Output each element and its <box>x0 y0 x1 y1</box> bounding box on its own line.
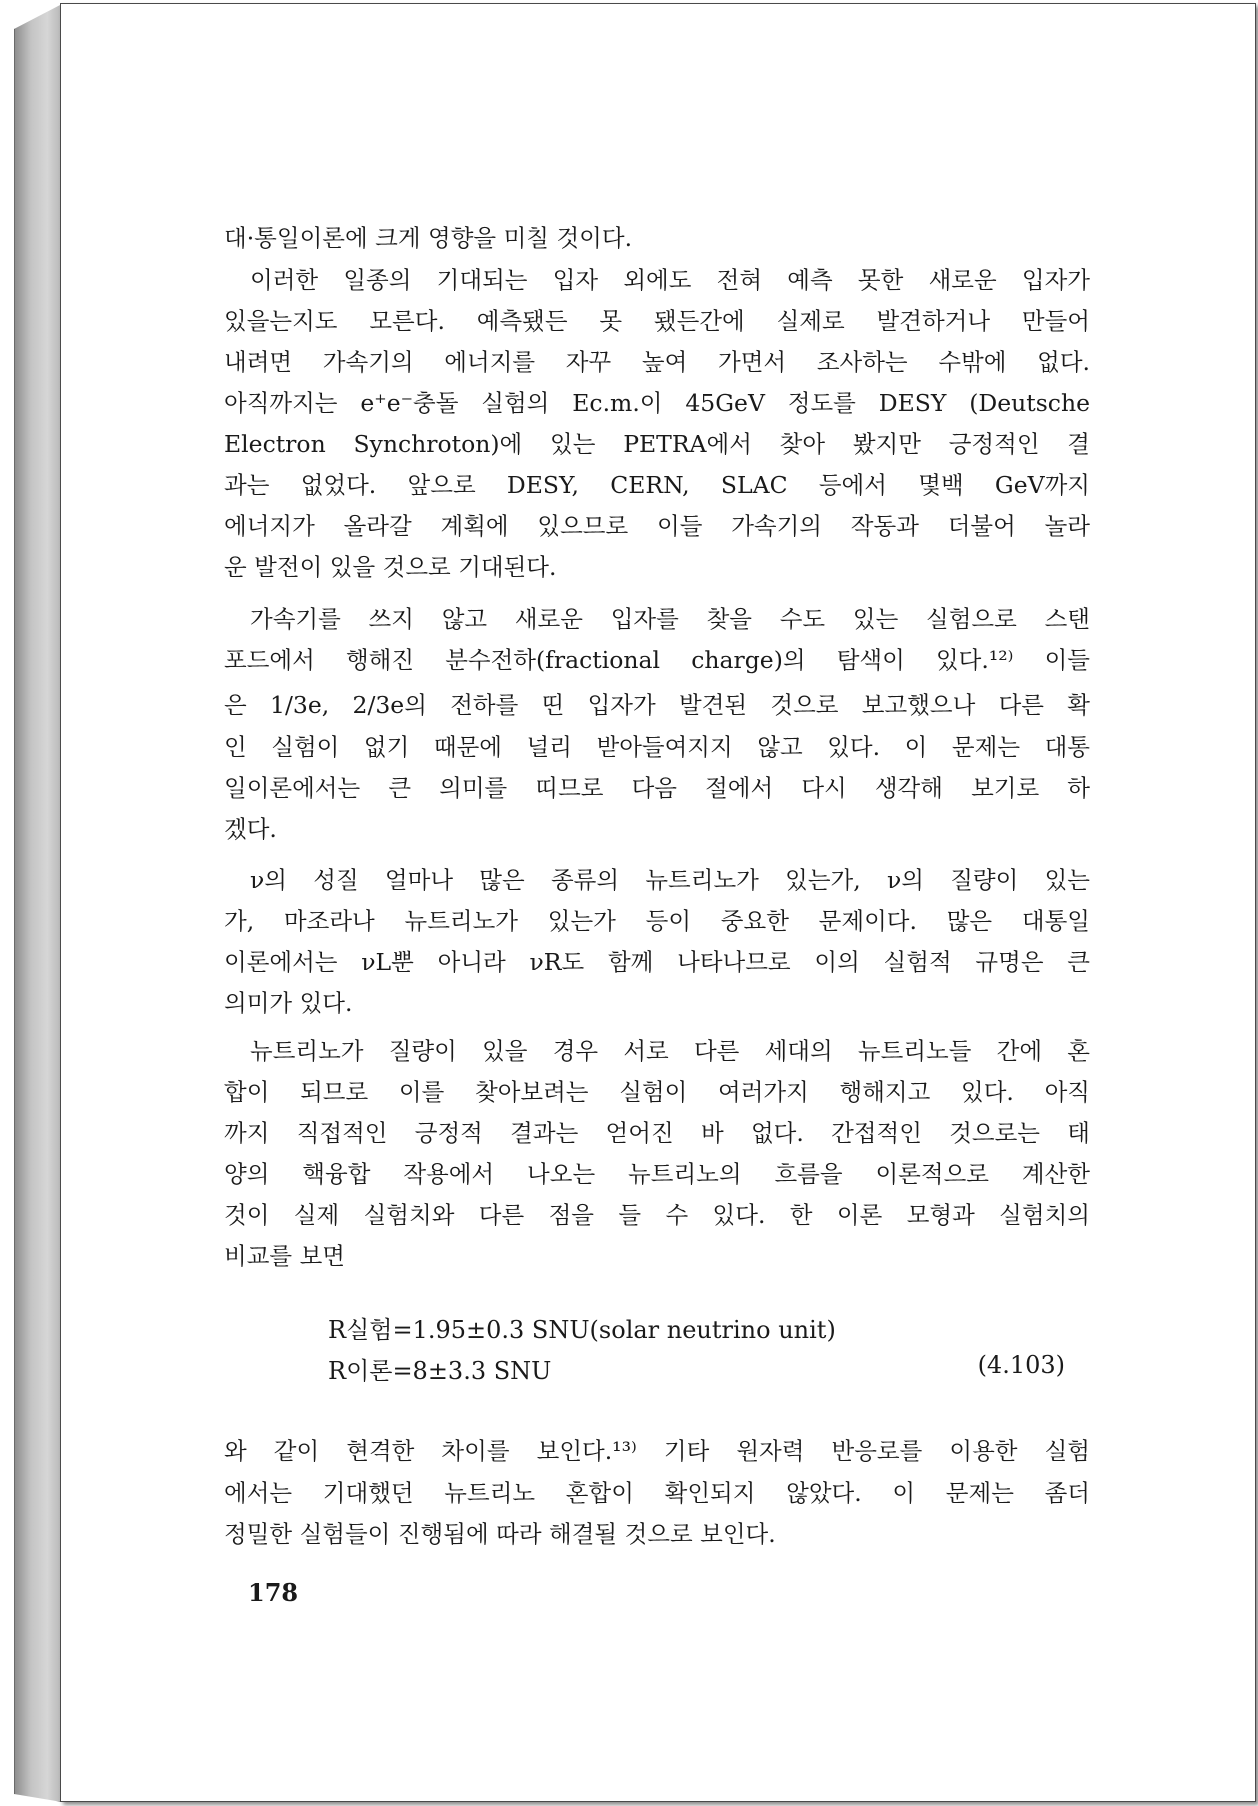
equation-line-experiment: R실험=1.95±0.3 SNU(solar neutrino unit) <box>328 1316 836 1344</box>
text-line: 포드에서 행해진 분수전하(fractional charge)의 탐색이 있다.¹²⁾ 이들 <box>224 646 1090 674</box>
text-line: 이론에서는 νL뿐 아니라 νR도 함께 나타나므로 이의 실험적 규명은 큰 <box>224 948 1090 976</box>
text-line: 은 1/3e, 2/3e의 전하를 띤 입자가 발견된 것으로 보고했으나 다른 확 <box>224 691 1090 719</box>
text-line: ν의 성질 얼마나 많은 종류의 뉴트리노가 있는가, ν의 질량이 있는 <box>250 866 1090 894</box>
text-line: 뉴트리노가 질량이 있을 경우 서로 다른 세대의 뉴트리노들 간에 혼 <box>250 1037 1090 1065</box>
text-line: 가속기를 쓰지 않고 새로운 입자를 찾을 수도 있는 실험으로 스탠 <box>250 605 1090 633</box>
text-line: 에너지가 올라갈 계획에 있으므로 이들 가속기의 작동과 더불어 놀라 <box>224 512 1090 540</box>
text-line: 겠다. <box>224 815 277 843</box>
page-number: 178 <box>248 1578 299 1607</box>
text-line: 운 발전이 있을 것으로 기대된다. <box>224 553 557 581</box>
text-line: 있을는지도 모른다. 예측됐든 못 됐든간에 실제로 발견하거나 만들어 <box>224 307 1090 335</box>
text-line: 비교를 보면 <box>224 1242 345 1270</box>
text-line: 까지 직접적인 긍정적 결과는 얻어진 바 없다. 간접적인 것으로는 태 <box>224 1119 1090 1147</box>
text-line: 일이론에서는 큰 의미를 띠므로 다음 절에서 다시 생각해 보기로 하 <box>224 774 1090 802</box>
text-line: 대·통일이론에 크게 영향을 미칠 것이다. <box>224 224 633 252</box>
text-line: 에서는 기대했던 뉴트리노 혼합이 확인되지 않았다. 이 문제는 좀더 <box>224 1479 1090 1507</box>
text-line: 정밀한 실험들이 진행됨에 따라 해결될 것으로 보인다. <box>224 1520 776 1548</box>
text-line: 이러한 일종의 기대되는 입자 외에도 전혀 예측 못한 새로운 입자가 <box>250 266 1090 294</box>
book-spine <box>14 4 62 1802</box>
equation-number: (4.103) <box>977 1351 1065 1379</box>
text-line: 아직까지는 e⁺e⁻충돌 실험의 Ec.m.이 45GeV 정도를 DESY (Deutsche <box>224 389 1090 417</box>
text-line: Electron Synchroton)에 있는 PETRA에서 찾아 봤지만 긍정적인 결 <box>224 430 1090 458</box>
text-line: 과는 없었다. 앞으로 DESY, CERN, SLAC 등에서 몇백 GeV까지 <box>224 471 1090 499</box>
text-line: 양의 핵융합 작용에서 나오는 뉴트리노의 흐름을 이론적으로 계산한 <box>224 1160 1090 1188</box>
equation-line-theory <box>328 1351 1065 1391</box>
text-line: 와 같이 현격한 차이를 보인다.¹³⁾ 기타 원자력 반응로를 이용한 실험 <box>224 1437 1090 1465</box>
text-line: 내려면 가속기의 에너지를 자꾸 높여 가면서 조사하는 수밖에 없다. <box>224 348 1090 376</box>
text-line: 의미가 있다. <box>224 989 353 1017</box>
text-line: 가, 마조라나 뉴트리노가 있는가 등이 중요한 문제이다. 많은 대통일 <box>224 907 1090 935</box>
equation-theory-text: R이론=8±3.3 SNU <box>328 1357 552 1385</box>
text-line: 인 실험이 없기 때문에 널리 받아들여지지 않고 있다. 이 문제는 대통 <box>224 733 1090 761</box>
text-line: 합이 되므로 이를 찾아보려는 실험이 여러가지 행해지고 있다. 아직 <box>224 1078 1090 1106</box>
text-line: 것이 실제 실험치와 다른 점을 들 수 있다. 한 이론 모형과 실험치의 <box>224 1201 1090 1229</box>
